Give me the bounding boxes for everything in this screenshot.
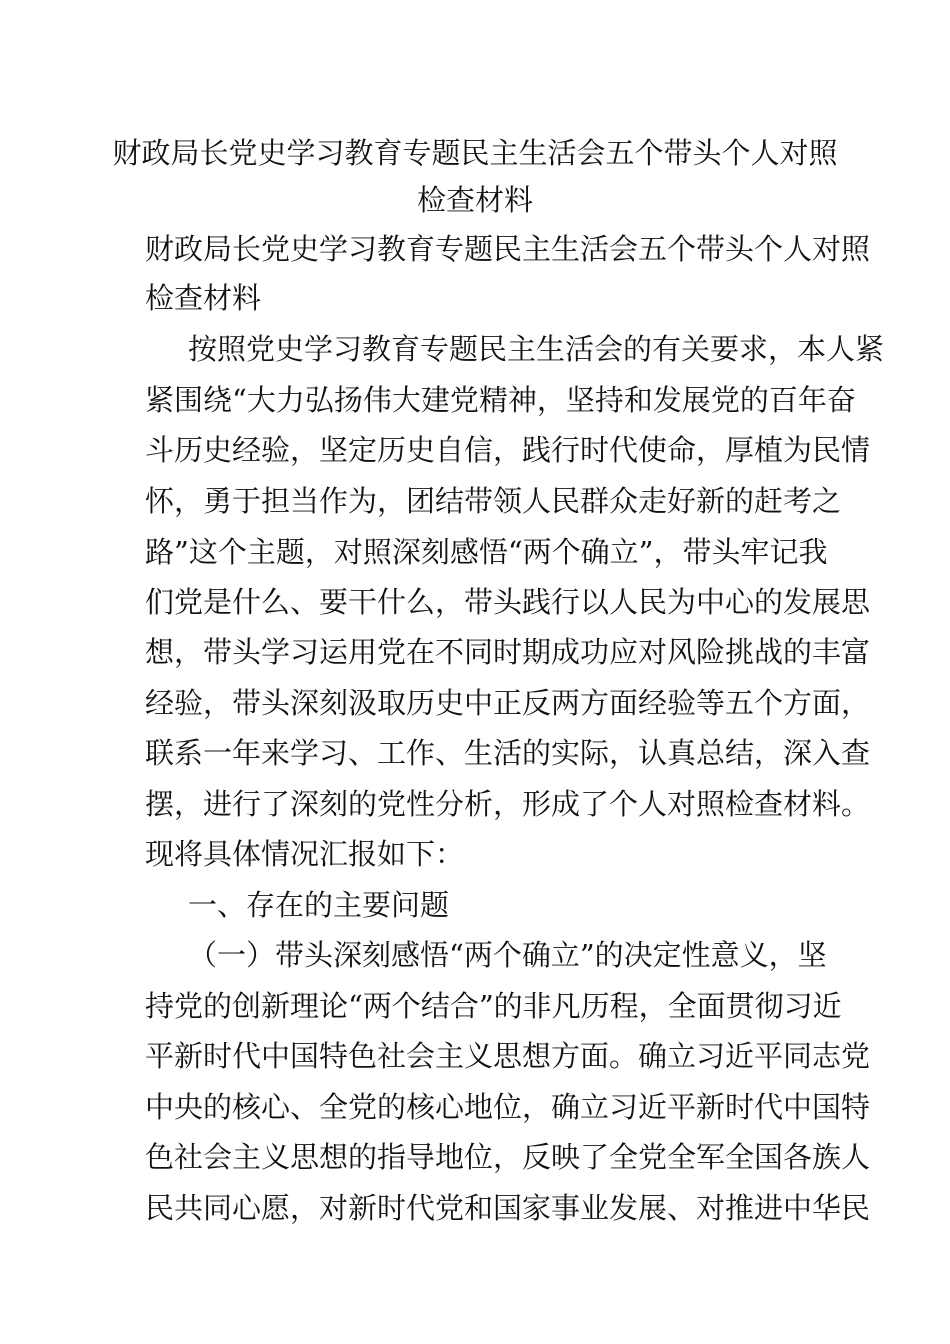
subtitle-line-2: 检查材料 [145, 281, 262, 315]
paragraph1-line-7: 想，带头学习运用党在不同时期成功应对风险挑战的丰富 [145, 635, 871, 669]
paragraph1-line-10: 摆，进行了深刻的党性分析，形成了个人对照检查材料。 [145, 787, 871, 821]
paragraph1-line-6: 们党是什么、要干什么，带头践行以人民为中心的发展思 [145, 585, 871, 619]
paragraph1-line-8: 经验，带头深刻汲取历史中正反两方面经验等五个方面， [145, 686, 871, 720]
paragraph1-line-3: 斗历史经验，坚定历史自信，践行时代使命，厚植为民情 [145, 433, 871, 467]
paragraph2-line-6: 民共同心愿，对新时代党和国家事业发展、对推进中华民 [145, 1191, 871, 1225]
section-heading: 一、存在的主要问题 [188, 888, 450, 922]
paragraph1-line-11: 现将具体情况汇报如下： [145, 837, 465, 871]
document-title-line-1: 财政局长党史学习教育专题民主生活会五个带头个人对照 [112, 136, 838, 170]
paragraph1-line-9: 联系一年来学习、工作、生活的实际，认真总结，深入查 [145, 736, 871, 770]
paragraph1-line-2: 紧围绕“大力弘扬伟大建党精神，坚持和发展党的百年奋 [145, 383, 856, 417]
paragraph1-line-1: 按照党史学习教育专题民主生活会的有关要求，本人紧 [188, 332, 885, 366]
subtitle-line-1: 财政局长党史学习教育专题民主生活会五个带头个人对照 [145, 232, 871, 266]
paragraph1-line-5: 路”这个主题，对照深刻感悟“两个确立”，带头牢记我 [145, 535, 828, 569]
paragraph1-line-4: 怀，勇于担当作为，团结带领人民群众走好新的赶考之 [145, 484, 842, 518]
paragraph2-line-4: 中央的核心、全党的核心地位，确立习近平新时代中国特 [145, 1090, 871, 1124]
paragraph2-line-5: 色社会主义思想的指导地位，反映了全党全军全国各族人 [145, 1140, 871, 1174]
paragraph2-line-2: 持党的创新理论“两个结合”的非凡历程，全面贯彻习近 [145, 989, 842, 1023]
document-title-line-2: 检查材料 [416, 183, 533, 217]
paragraph2-line-3: 平新时代中国特色社会主义思想方面。确立习近平同志党 [145, 1039, 871, 1073]
paragraph2-line-1: （一）带头深刻感悟“两个确立”的决定性意义，坚 [188, 938, 827, 972]
